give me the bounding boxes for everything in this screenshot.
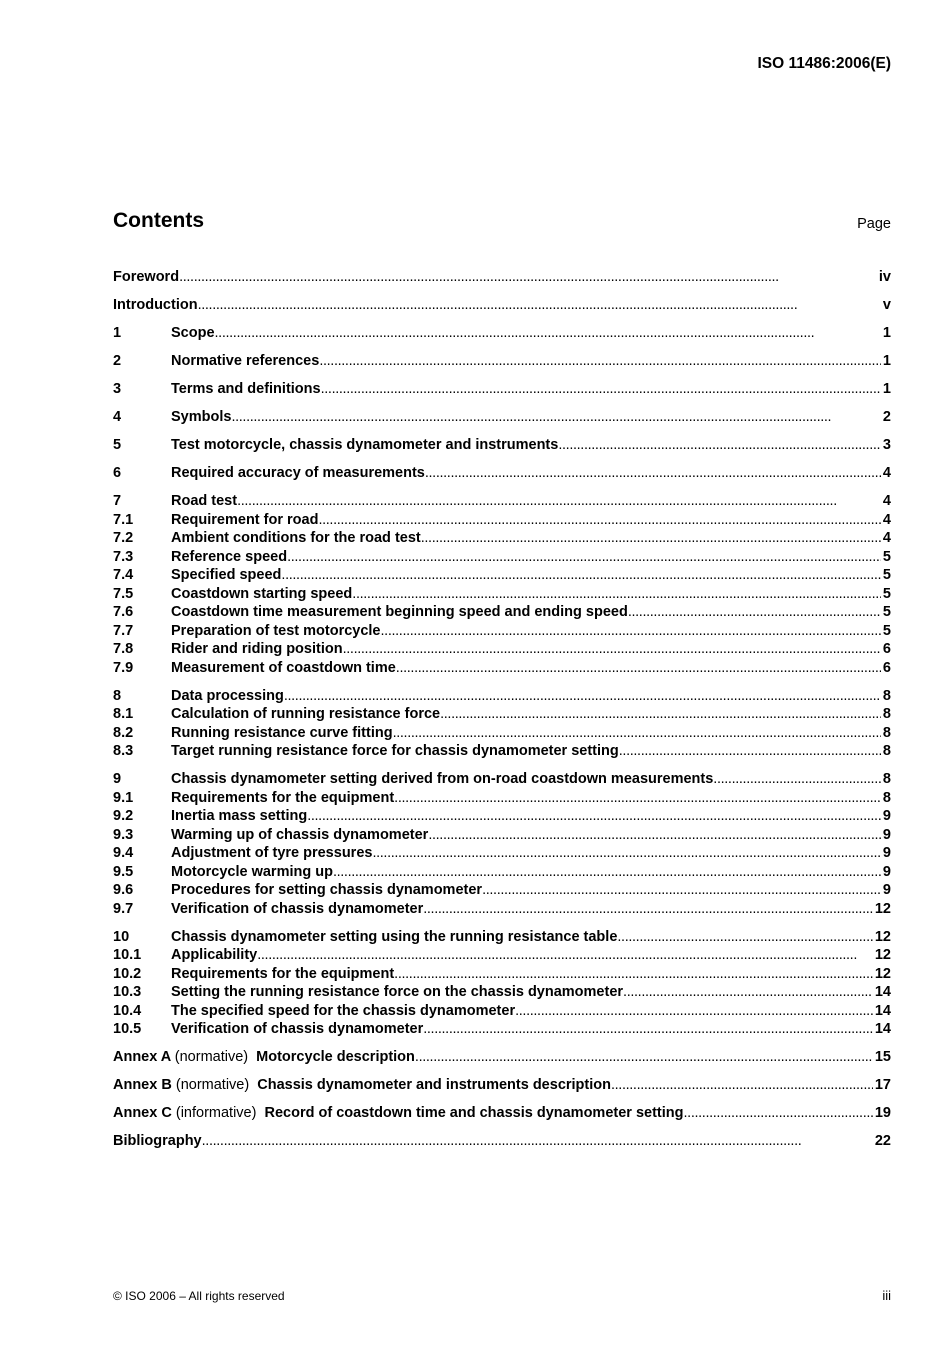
toc-entry[interactable] [113,408,891,427]
toc-entry[interactable] [113,380,891,399]
toc-entry[interactable] [113,436,891,455]
toc-group [113,380,891,399]
dot-leader [394,789,881,808]
toc-annex-title [113,1076,611,1095]
dot-leader [423,900,873,919]
toc-entry[interactable] [113,983,891,1002]
annex-label: Annex C [113,1105,172,1121]
toc-entry-title: Setting the running resistance force on the chassis dynamometer [171,984,624,1000]
toc-entry-page: 4 [882,530,891,546]
toc-entry-title: The specified speed for the chassis dynamometer [171,1002,516,1019]
toc-entry-number: 10.2 [113,965,142,982]
toc-entry-page: 9 [882,882,891,898]
toc-entry-title: Calculation of running resistance force [171,706,441,722]
toc-entry-number: 9.1 [113,789,134,806]
toc-entry-number: 9.6 [113,882,134,898]
toc-entry-title: Requirements for the equipment [171,965,395,982]
toc-entry-page: 9 [882,808,891,824]
toc-entry-number: 10.1 [113,947,142,963]
dot-leader [202,1132,873,1151]
toc-entry-title: Bibliography [113,1133,202,1149]
toc-entry[interactable] [113,659,891,678]
toc-entry[interactable] [113,1132,891,1151]
toc-entry-page: 22 [874,1133,891,1149]
toc-entry-page: 12 [874,928,891,945]
toc-entry-title: Verification of chassis dynamometer [171,1021,424,1037]
toc-entry[interactable] [113,529,891,548]
toc-entry-title: Coastdown time measurement beginning speed and ending speed [171,604,628,620]
toc-entry[interactable] [113,928,891,947]
toc-entry-page: 9 [882,826,891,843]
dot-leader [684,1104,873,1123]
toc-group [113,1048,891,1067]
toc-entry[interactable] [113,863,891,882]
toc-entry-page: 8 [882,706,891,722]
toc-entry-title: Procedures for setting chassis dynamometer [171,882,483,898]
toc-entry-page: 14 [874,1021,891,1037]
toc-entry-number: 10 [113,928,130,945]
toc-entry-title: Coastdown starting speed [171,585,353,602]
toc-entry-title: Adjustment of tyre pressures [171,845,373,861]
toc-entry-number: 8.2 [113,724,134,741]
dot-leader [257,946,873,965]
toc-entry-page: 12 [874,900,891,917]
toc-entry-page: 5 [882,585,891,602]
toc-entry-page: 5 [882,567,891,583]
dot-leader [415,1048,873,1067]
dot-leader [231,408,880,427]
dot-leader [237,492,881,511]
toc-entry-page: 15 [874,1049,891,1065]
toc-entry-number: 1 [113,325,122,341]
dot-leader [396,659,881,678]
dot-leader [558,436,881,455]
annex-qualifier: (normative) [175,1077,250,1093]
toc-entry-page: v [882,297,891,313]
toc-entry-title: Applicability [171,947,258,963]
toc-entry-number: 9.2 [113,808,134,824]
toc-annex-title [113,1048,415,1067]
annex-title: Chassis dynamometer and instruments description [257,1077,611,1093]
toc-entry-page: 8 [882,771,891,787]
toc-entry[interactable] [113,296,891,315]
annex-title: Record of coastdown time and chassis dynamometer setting [264,1105,684,1121]
annex-label: Annex A [113,1049,171,1065]
toc-entry[interactable] [113,844,891,863]
toc-entry-title: Required accuracy of measurements [171,465,425,481]
toc-entry-title: Foreword [113,269,180,285]
toc-entry-page: 8 [882,743,891,759]
dot-leader [393,724,881,743]
dot-leader [281,566,881,585]
toc-entry[interactable] [113,770,891,789]
toc-entry[interactable] [113,603,891,622]
toc-entry-number: 4 [113,409,122,425]
toc-entry[interactable] [113,1048,891,1067]
toc-entry-page: iv [878,269,891,285]
toc-entry-page: 9 [882,845,891,861]
toc-annex-title [113,1104,684,1123]
toc-entry[interactable] [113,742,891,761]
dot-leader [423,1020,873,1039]
dot-leader [515,1002,873,1021]
toc-entry[interactable] [113,622,891,641]
annex-label: Annex B [113,1077,172,1093]
toc-entry-page: 5 [882,548,891,565]
toc-entry-page: 5 [882,604,891,620]
toc-group [113,464,891,483]
toc-entry[interactable] [113,826,891,845]
toc-group [113,324,891,343]
toc-entry-number: 8.3 [113,743,134,759]
toc-entry-page: 1 [882,325,891,341]
dot-leader [394,965,873,984]
dot-leader [179,268,877,287]
toc-entry-number: 9.3 [113,826,134,843]
toc-entry[interactable] [113,807,891,826]
toc-entry-title: Specified speed [171,567,282,583]
toc-entry[interactable] [113,881,891,900]
toc-entry-page: 12 [874,947,891,963]
dot-leader [372,844,880,863]
toc-entry[interactable] [113,548,891,567]
toc-group [113,1132,891,1151]
dot-leader [318,511,880,530]
toc-entry[interactable] [113,352,891,371]
toc-entry-title: Test motorcycle, chassis dynamometer and instruments [171,437,559,453]
toc-group [113,352,891,371]
toc-entry-page: 19 [874,1105,891,1121]
toc-entry-number: 7.5 [113,585,134,602]
toc-entry[interactable] [113,789,891,808]
toc-entry[interactable] [113,640,891,659]
toc-entry-number: 7.7 [113,622,134,639]
dot-leader [713,770,881,789]
toc-entry-page: 2 [882,409,891,425]
toc-entry-page: 6 [882,641,891,657]
toc-entry-number: 7 [113,493,122,509]
toc-group [113,436,891,455]
toc-entry-page: 8 [882,789,891,806]
dot-leader [428,826,881,845]
toc-entry-number: 5 [113,437,122,453]
toc-entry[interactable] [113,324,891,343]
dot-leader [307,807,881,826]
table-of-contents [113,268,891,1160]
dot-leader [619,742,881,761]
toc-entry-title: Symbols [171,409,232,425]
toc-entry-page: 14 [874,984,891,1000]
toc-entry-number: 10.5 [113,1021,142,1037]
toc-entry[interactable] [113,724,891,743]
dot-leader [421,529,881,548]
toc-entry-title: Rider and riding position [171,641,343,657]
toc-entry-number: 6 [113,465,122,481]
toc-entry-number: 3 [113,381,122,397]
toc-entry-title: Terms and definitions [171,381,321,397]
toc-entry-title: Preparation of test motorcycle [171,622,381,639]
toc-entry-page: 17 [874,1077,891,1093]
toc-entry[interactable] [113,268,891,287]
toc-entry-number: 7.6 [113,604,134,620]
toc-entry[interactable] [113,900,891,919]
toc-group [113,408,891,427]
toc-entry[interactable] [113,965,891,984]
toc-entry-page: 5 [882,622,891,639]
dot-leader [319,352,881,371]
dot-leader [333,863,881,882]
document-id: ISO 11486:2006(E) [757,55,891,72]
toc-entry-number: 9 [113,771,122,787]
toc-group [113,1076,891,1095]
dot-leader [284,687,881,706]
toc-entry-number: 9.7 [113,900,134,917]
dot-leader [215,324,881,343]
toc-entry-number: 10.4 [113,1002,142,1019]
toc-entry-title: Requirements for the equipment [171,789,395,806]
copyright-notice: © ISO 2006 – All rights reserved [113,1289,285,1303]
dot-leader [343,640,881,659]
dot-leader [198,296,881,315]
toc-entry-page: 12 [874,965,891,982]
dot-leader [628,603,881,622]
toc-entry-title: Inertia mass setting [171,808,308,824]
toc-group [113,770,891,918]
toc-entry[interactable] [113,946,891,965]
toc-entry[interactable] [113,1104,891,1123]
dot-leader [623,983,873,1002]
toc-entry[interactable] [113,566,891,585]
toc-entry-title: Scope [171,325,215,341]
toc-entry-number: 7.3 [113,548,134,565]
toc-entry-title: Ambient conditions for the road test [171,530,421,546]
toc-entry-page: 6 [882,659,891,676]
dot-leader [440,705,881,724]
toc-entry-title: Road test [171,493,238,509]
page-column-label: Page [857,216,891,232]
toc-entry[interactable] [113,511,891,530]
toc-entry-title: Warming up of chassis dynamometer [171,826,429,843]
toc-entry-title: Requirement for road [171,511,319,528]
toc-entry-title: Normative references [171,353,320,369]
dot-leader [287,548,881,567]
annex-title: Motorcycle description [256,1049,415,1065]
toc-entry[interactable] [113,1020,891,1039]
dot-leader [617,928,872,947]
toc-entry-number: 10.3 [113,984,142,1000]
annex-qualifier: (normative) [174,1049,249,1065]
toc-entry-title: Introduction [113,297,198,313]
toc-entry-title: Running resistance curve fitting [171,724,393,741]
toc-entry-page: 1 [882,353,891,369]
page-number: iii [882,1288,891,1303]
toc-entry[interactable] [113,1076,891,1095]
toc-group [113,928,891,1039]
toc-entry-title: Target running resistance force for chassis dynamometer setting [171,743,619,759]
toc-entry-page: 8 [882,687,891,704]
toc-group [113,1104,891,1123]
toc-entry-page: 9 [882,863,891,880]
toc-entry[interactable] [113,492,891,511]
toc-entry[interactable] [113,585,891,604]
toc-entry-number: 7.9 [113,659,134,676]
dot-leader [381,622,881,641]
toc-entry-title: Chassis dynamometer setting using the running resistance table [171,928,618,945]
toc-entry[interactable] [113,464,891,483]
annex-qualifier: (informative) [175,1105,257,1121]
toc-entry[interactable] [113,705,891,724]
toc-entry-page: 14 [874,1002,891,1019]
toc-group [113,296,891,315]
toc-entry-number: 7.1 [113,511,134,528]
toc-entry-title: Measurement of coastdown time [171,659,396,676]
page-title: Contents [113,209,204,232]
toc-entry-page: 4 [882,465,891,481]
toc-entry-number: 9.4 [113,845,134,861]
toc-entry[interactable] [113,1002,891,1021]
toc-entry[interactable] [113,687,891,706]
toc-entry-number: 2 [113,353,122,369]
dot-leader [352,585,881,604]
toc-entry-number: 8 [113,687,122,704]
toc-entry-title: Motorcycle warming up [171,863,333,880]
toc-entry-number: 7.8 [113,641,134,657]
toc-entry-title: Data processing [171,687,284,704]
toc-entry-title: Verification of chassis dynamometer [171,900,424,917]
toc-entry-page: 1 [882,381,891,397]
toc-entry-number: 7.4 [113,567,134,583]
toc-group [113,268,891,287]
dot-leader [611,1076,873,1095]
toc-entry-title: Reference speed [171,548,288,565]
toc-entry-page: 3 [882,437,891,453]
toc-entry-title: Chassis dynamometer setting derived from on-road coastdown measurements [171,771,714,787]
toc-entry-number: 9.5 [113,863,134,880]
dot-leader [425,464,881,483]
toc-entry-number: 7.2 [113,530,134,546]
toc-group [113,492,891,677]
dot-leader [321,380,881,399]
toc-entry-number: 8.1 [113,706,134,722]
toc-group [113,687,891,761]
toc-entry-page: 8 [882,724,891,741]
dot-leader [482,881,881,900]
toc-entry-page: 4 [882,493,891,509]
toc-entry-page: 4 [882,511,891,528]
